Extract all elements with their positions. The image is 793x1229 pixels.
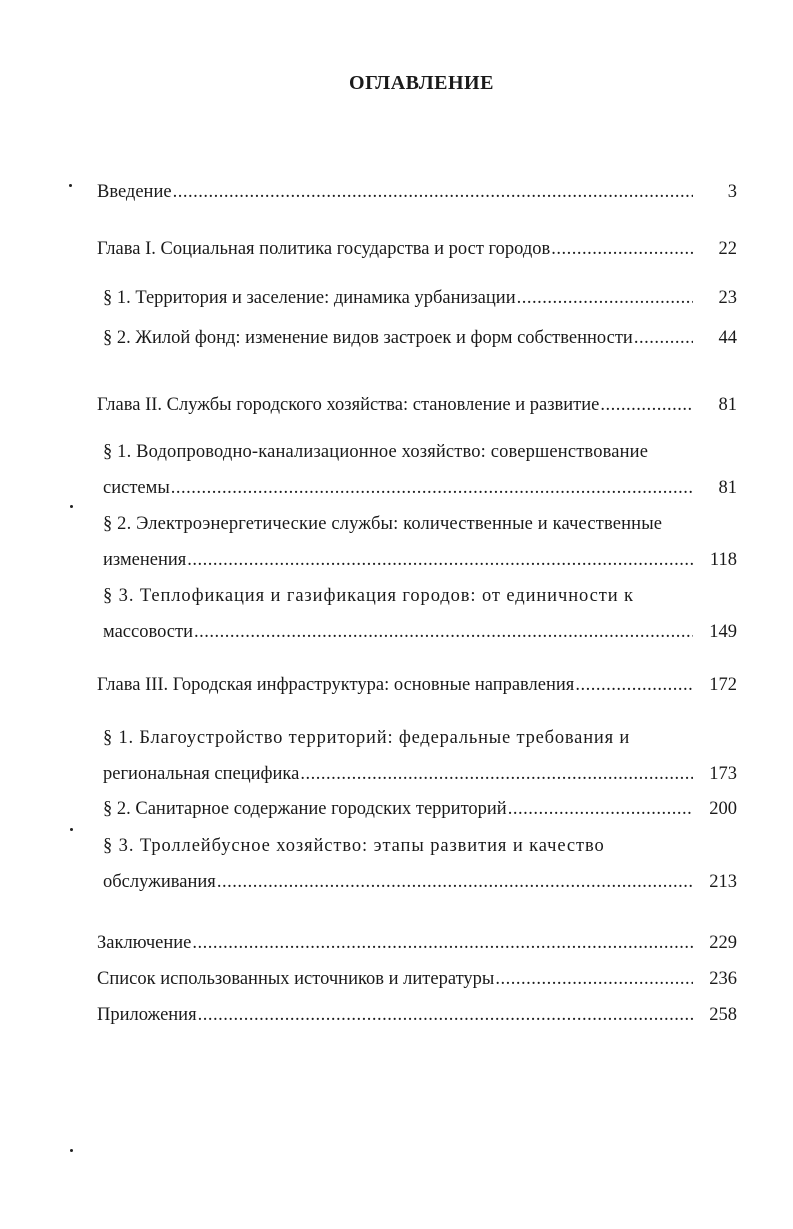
toc-entry-label: Глава II. Службы городского хозяйства: становление и развитие (97, 395, 600, 415)
toc-page-number: 258 (709, 1005, 737, 1025)
toc-entry-conclusion (97, 931, 737, 955)
toc-entry-first-line: § 2. Электроэнергетические службы: количественные и качественные (103, 514, 663, 534)
toc-page-number: 23 (718, 288, 737, 308)
scan-speck (69, 184, 72, 187)
toc-entry-introduction (97, 180, 737, 204)
toc-entry-label: Введение (97, 182, 172, 202)
toc-entry-label: массовости (103, 622, 193, 642)
toc-entry-label: системы (103, 478, 170, 498)
toc-entry-label: § 1. Территория и заселение: динамика урбанизации (103, 288, 516, 308)
toc-entry-label: Заключение (97, 933, 192, 953)
toc-page-number: 3 (727, 182, 737, 202)
toc-entry-first-line: § 3. Троллейбусное хозяйство: этапы развития и качество (103, 836, 605, 856)
toc-page-number: 44 (718, 328, 737, 348)
toc-entry-label: региональная специфика (103, 764, 300, 784)
scan-speck (70, 1149, 73, 1152)
toc-entry-chapter-2 (97, 393, 737, 417)
dot-leader (551, 237, 693, 261)
toc-entry-section-1-1 (103, 286, 737, 310)
toc-entry-label: изменения (103, 550, 187, 570)
dot-leader (198, 1003, 693, 1027)
toc-entry-chapter-3 (97, 673, 737, 697)
dot-leader (217, 870, 693, 894)
toc-page-number: 81 (718, 395, 737, 415)
toc-page-number: 229 (709, 933, 737, 953)
dot-leader (192, 931, 693, 955)
toc-entry-label: § 2. Санитарное содержание городских территорий (103, 799, 507, 819)
dot-leader (600, 393, 693, 417)
page-title: ОГЛАВЛЕНИЕ (349, 72, 494, 94)
dot-leader (508, 797, 693, 821)
toc-entry-label: Приложения (97, 1005, 197, 1025)
toc-entry-appendices (97, 1003, 737, 1027)
toc-entry-section-1-2 (103, 326, 737, 350)
dot-leader (194, 620, 693, 644)
toc-page-number: 149 (709, 622, 737, 642)
toc-entry-section-2-1 (103, 440, 737, 500)
toc-entry-references (97, 967, 737, 991)
toc-page-number: 173 (709, 764, 737, 784)
toc-entry-section-2-3 (103, 584, 737, 644)
toc-page-number: 22 (718, 239, 737, 259)
toc-entry-first-line: § 3. Теплофикация и газификация городов: от единичности к (103, 586, 634, 606)
dot-leader (173, 180, 693, 204)
toc-entry-section-3-3 (103, 834, 737, 894)
toc-entry-label: § 2. Жилой фонд: изменение видов застроек и форм собственности (103, 328, 633, 348)
dot-leader (171, 476, 693, 500)
toc-page-number: 172 (709, 675, 737, 695)
toc-entry-first-line: § 1. Водопроводно-канализационное хозяйство: совершенствование (103, 442, 649, 462)
toc-entry-label: обслуживания (103, 872, 216, 892)
toc-page-number: 118 (709, 550, 737, 570)
scan-speck (70, 505, 73, 508)
dot-leader (300, 762, 693, 786)
dot-leader (634, 326, 693, 350)
toc-page-number: 236 (709, 969, 737, 989)
dot-leader (495, 967, 693, 991)
toc-entry-section-2-2 (103, 512, 737, 572)
toc-entry-label: Список использованных источников и литературы (97, 969, 495, 989)
dot-leader (517, 286, 693, 310)
toc-entry-chapter-1 (97, 237, 737, 261)
toc-entry-label: Глава I. Социальная политика государства и рост городов (97, 239, 551, 259)
toc-page-number: 200 (709, 799, 737, 819)
dot-leader (187, 548, 693, 572)
toc-entry-section-3-2 (103, 797, 737, 821)
toc-entry-section-3-1 (103, 726, 737, 786)
scan-speck (70, 828, 73, 831)
toc-page-number: 213 (709, 872, 737, 892)
toc-page-number: 81 (718, 478, 737, 498)
dot-leader (575, 673, 693, 697)
toc-entry-first-line: § 1. Благоустройство территорий: федеральные требования и (103, 728, 631, 748)
toc-entry-label: Глава III. Городская инфраструктура: основные направления (97, 675, 575, 695)
